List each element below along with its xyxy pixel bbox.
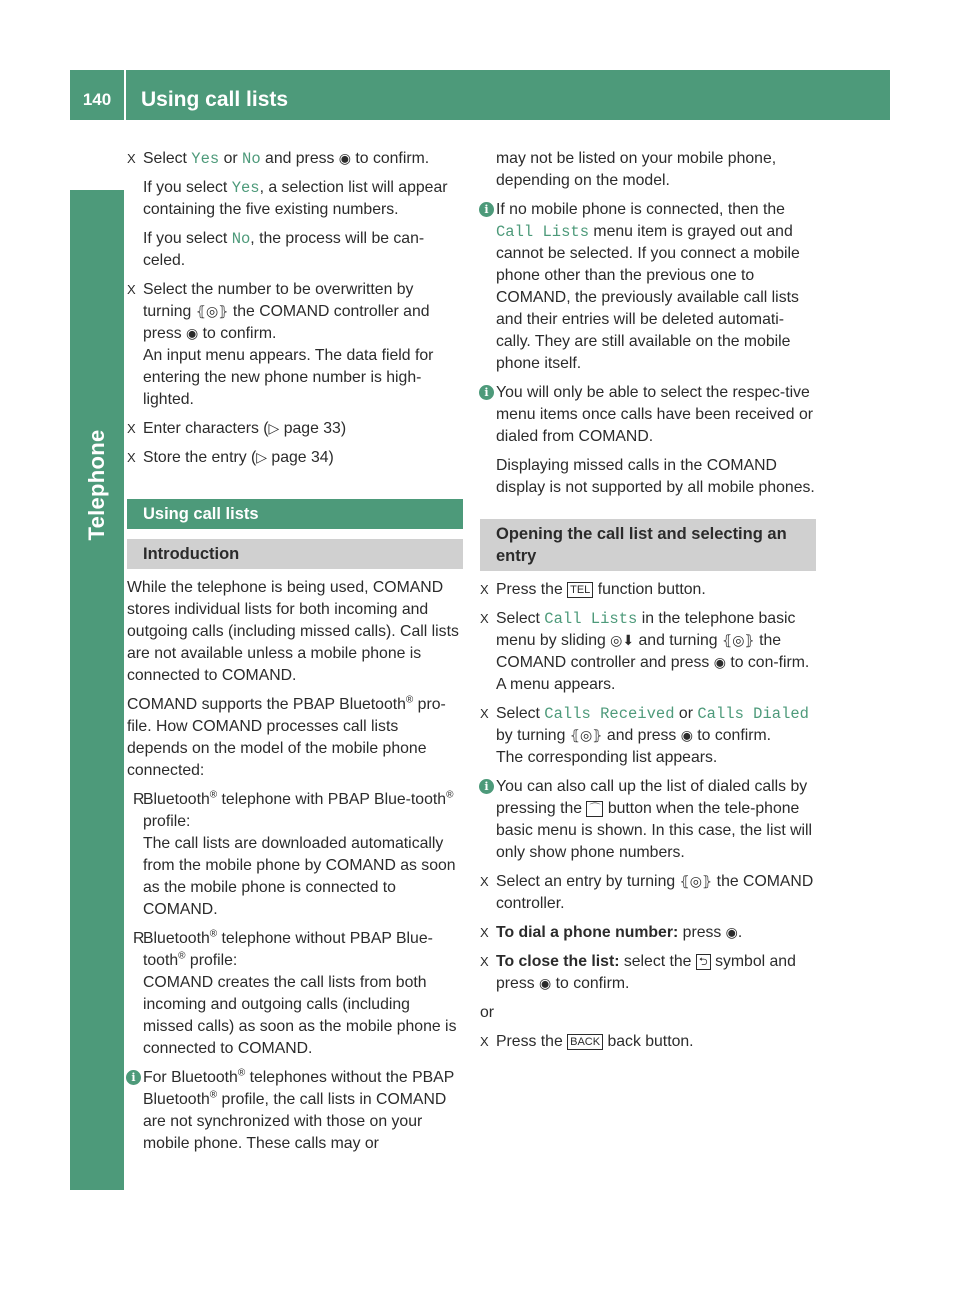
- step-select-received-dialed: X Select Calls Received or Calls Dialed by turning ⦃◎⦄ and press ◉ to confirm. The corresponding list appears.: [480, 705, 809, 766]
- bullet-marker-icon: R: [133, 930, 145, 947]
- step-marker-icon: X: [127, 151, 136, 166]
- side-tab: [83, 405, 111, 565]
- info-note-menu-items: i You will only be able to select the respec-tive menu items once calls have been received or dialed from COMAND. Displaying missed calls in the COMAND display is not supported by all mobile phones.: [480, 382, 816, 499]
- info-icon: i: [479, 779, 494, 794]
- info-note-call-lists: i If no mobile phone is connected, then the Call Lists menu item is grayed out and cannot be selected. If you connect a mobile phone other than the previous one to COMAND, the previously available call lists and their entries will be deleted automati-cally. They are still available on the mobile phone itself.: [480, 199, 816, 375]
- turn-controller-icon: ⦃◎⦄: [721, 633, 755, 649]
- step-select-number: X Select the number to be overwritten by turning ⦃◎⦄ the COMAND controller and press ◉ to confirm. An input menu appears. The data field for entering the new phone number is high-lighted.: [127, 281, 434, 408]
- turn-controller-icon: ⦃◎⦄: [195, 304, 229, 320]
- tel-button-icon: TEL: [567, 582, 593, 598]
- continued-paragraph: may not be listed on your mobile phone, depending on the model.: [496, 150, 777, 189]
- step-store-entry: X Store the entry (▷ page 34): [127, 447, 463, 469]
- step-marker-icon: X: [480, 1034, 489, 1049]
- page-ref-icon: ▷: [268, 421, 280, 437]
- step-marker-icon: X: [480, 874, 489, 889]
- press-icon: ◉: [713, 655, 726, 671]
- page-title: Using call lists: [141, 88, 289, 111]
- press-icon: ◉: [725, 925, 738, 941]
- step-marker-icon: X: [480, 582, 489, 597]
- step-select-yes-no: X Select Yes or No and press ◉ to confirm.: [127, 150, 430, 168]
- bullet-with-pbap: R Bluetooth® telephone with PBAP Blue-tooth® profile: The call lists are downloaded automatically from the mobile phone by COMAND as soon as the mobile phone is connected to COMAND.: [133, 789, 456, 918]
- step-press-tel: X Press the TEL function button.: [480, 579, 816, 601]
- info-icon: i: [126, 1070, 141, 1085]
- info-note-sync: i For Bluetooth® telephones without the PBAP Bluetooth® profile, the call lists in COMAND are not synchronized with those on your mobile phone. These calls may or: [127, 1067, 463, 1155]
- step-close-list: X To close the list: select the ⮌ symbol and press ◉ to confirm.: [480, 953, 796, 992]
- press-icon: ◉: [186, 326, 199, 342]
- bullet-without-pbap: R Bluetooth® telephone without PBAP Blue-tooth® profile: COMAND creates the call lists from both incoming and outgoing calls (including missed calls) as soon as the mobile phone is connected to COMAND.: [133, 928, 457, 1057]
- step-select-entry: X Select an entry by turning ⦃◎⦄ the COMAND controller.: [480, 873, 814, 912]
- right-column: [480, 148, 816, 1060]
- turn-controller-icon: ⦃◎⦄: [569, 728, 603, 744]
- phone-button-icon: ⌒: [586, 801, 603, 817]
- slide-down-icon: ◎⬇: [610, 633, 635, 649]
- step-marker-icon: X: [127, 282, 136, 297]
- step-select-call-lists: X Select Call Lists in the telephone basic menu by sliding ◎⬇ and turning ⦃◎⦄ the COMAND controller and press ◉ to con-firm. A menu appears.: [480, 610, 810, 693]
- press-icon: ◉: [539, 976, 552, 992]
- or-text: or: [480, 1004, 495, 1021]
- section-heading: Using call lists: [127, 499, 463, 529]
- step-marker-icon: X: [480, 611, 489, 626]
- para-select-yes: If you select Yes, a selection list will appear containing the five existing numbers.: [143, 179, 448, 218]
- turn-controller-icon: ⦃◎⦄: [679, 874, 713, 890]
- step-marker-icon: X: [480, 706, 489, 721]
- para-select-no: If you select No, the process will be can-celed.: [143, 230, 425, 269]
- intro-paragraph: While the telephone is being used, COMAND stores individual lists for both incoming and outgoing calls (including missed calls). Call lists are not available unless a mobile phone is connected to COMAND.: [127, 579, 459, 684]
- bullet-marker-icon: R: [133, 791, 145, 808]
- subsection-heading-open-list: Opening the call list and selecting an entry: [480, 519, 816, 571]
- page-number: 140: [82, 90, 112, 109]
- info-note-dialed-calls: i You can also call up the list of dialed calls by pressing the ⌒ button when the tele-phone basic menu is shown. In this case, the list will only show phone numbers.: [480, 776, 816, 864]
- press-icon: ◉: [680, 728, 693, 744]
- step-marker-icon: X: [127, 450, 136, 465]
- page-ref-icon: ▷: [256, 450, 268, 466]
- back-symbol-icon: ⮌: [696, 954, 711, 970]
- pbap-paragraph: COMAND supports the PBAP Bluetooth® pro-file. How COMAND processes call lists depends on the model of the mobile phone connected:: [127, 694, 446, 779]
- left-column: [127, 148, 463, 1162]
- press-icon: ◉: [338, 151, 352, 167]
- subsection-heading: Introduction: [127, 539, 463, 569]
- step-marker-icon: X: [480, 925, 489, 940]
- step-marker-icon: X: [480, 954, 489, 969]
- info-icon: i: [479, 385, 494, 400]
- info-icon: i: [479, 202, 494, 217]
- step-dial-number: X To dial a phone number: press ◉.: [480, 922, 816, 944]
- header-divider: [124, 70, 126, 120]
- side-tab-bar: [70, 190, 124, 1190]
- side-tab-label: Telephone: [84, 429, 109, 541]
- step-marker-icon: X: [127, 421, 136, 436]
- step-enter-characters: X Enter characters (▷ page 33): [127, 418, 463, 440]
- back-button-icon: BACK: [567, 1034, 603, 1050]
- step-press-back: X Press the BACK back button.: [480, 1031, 816, 1053]
